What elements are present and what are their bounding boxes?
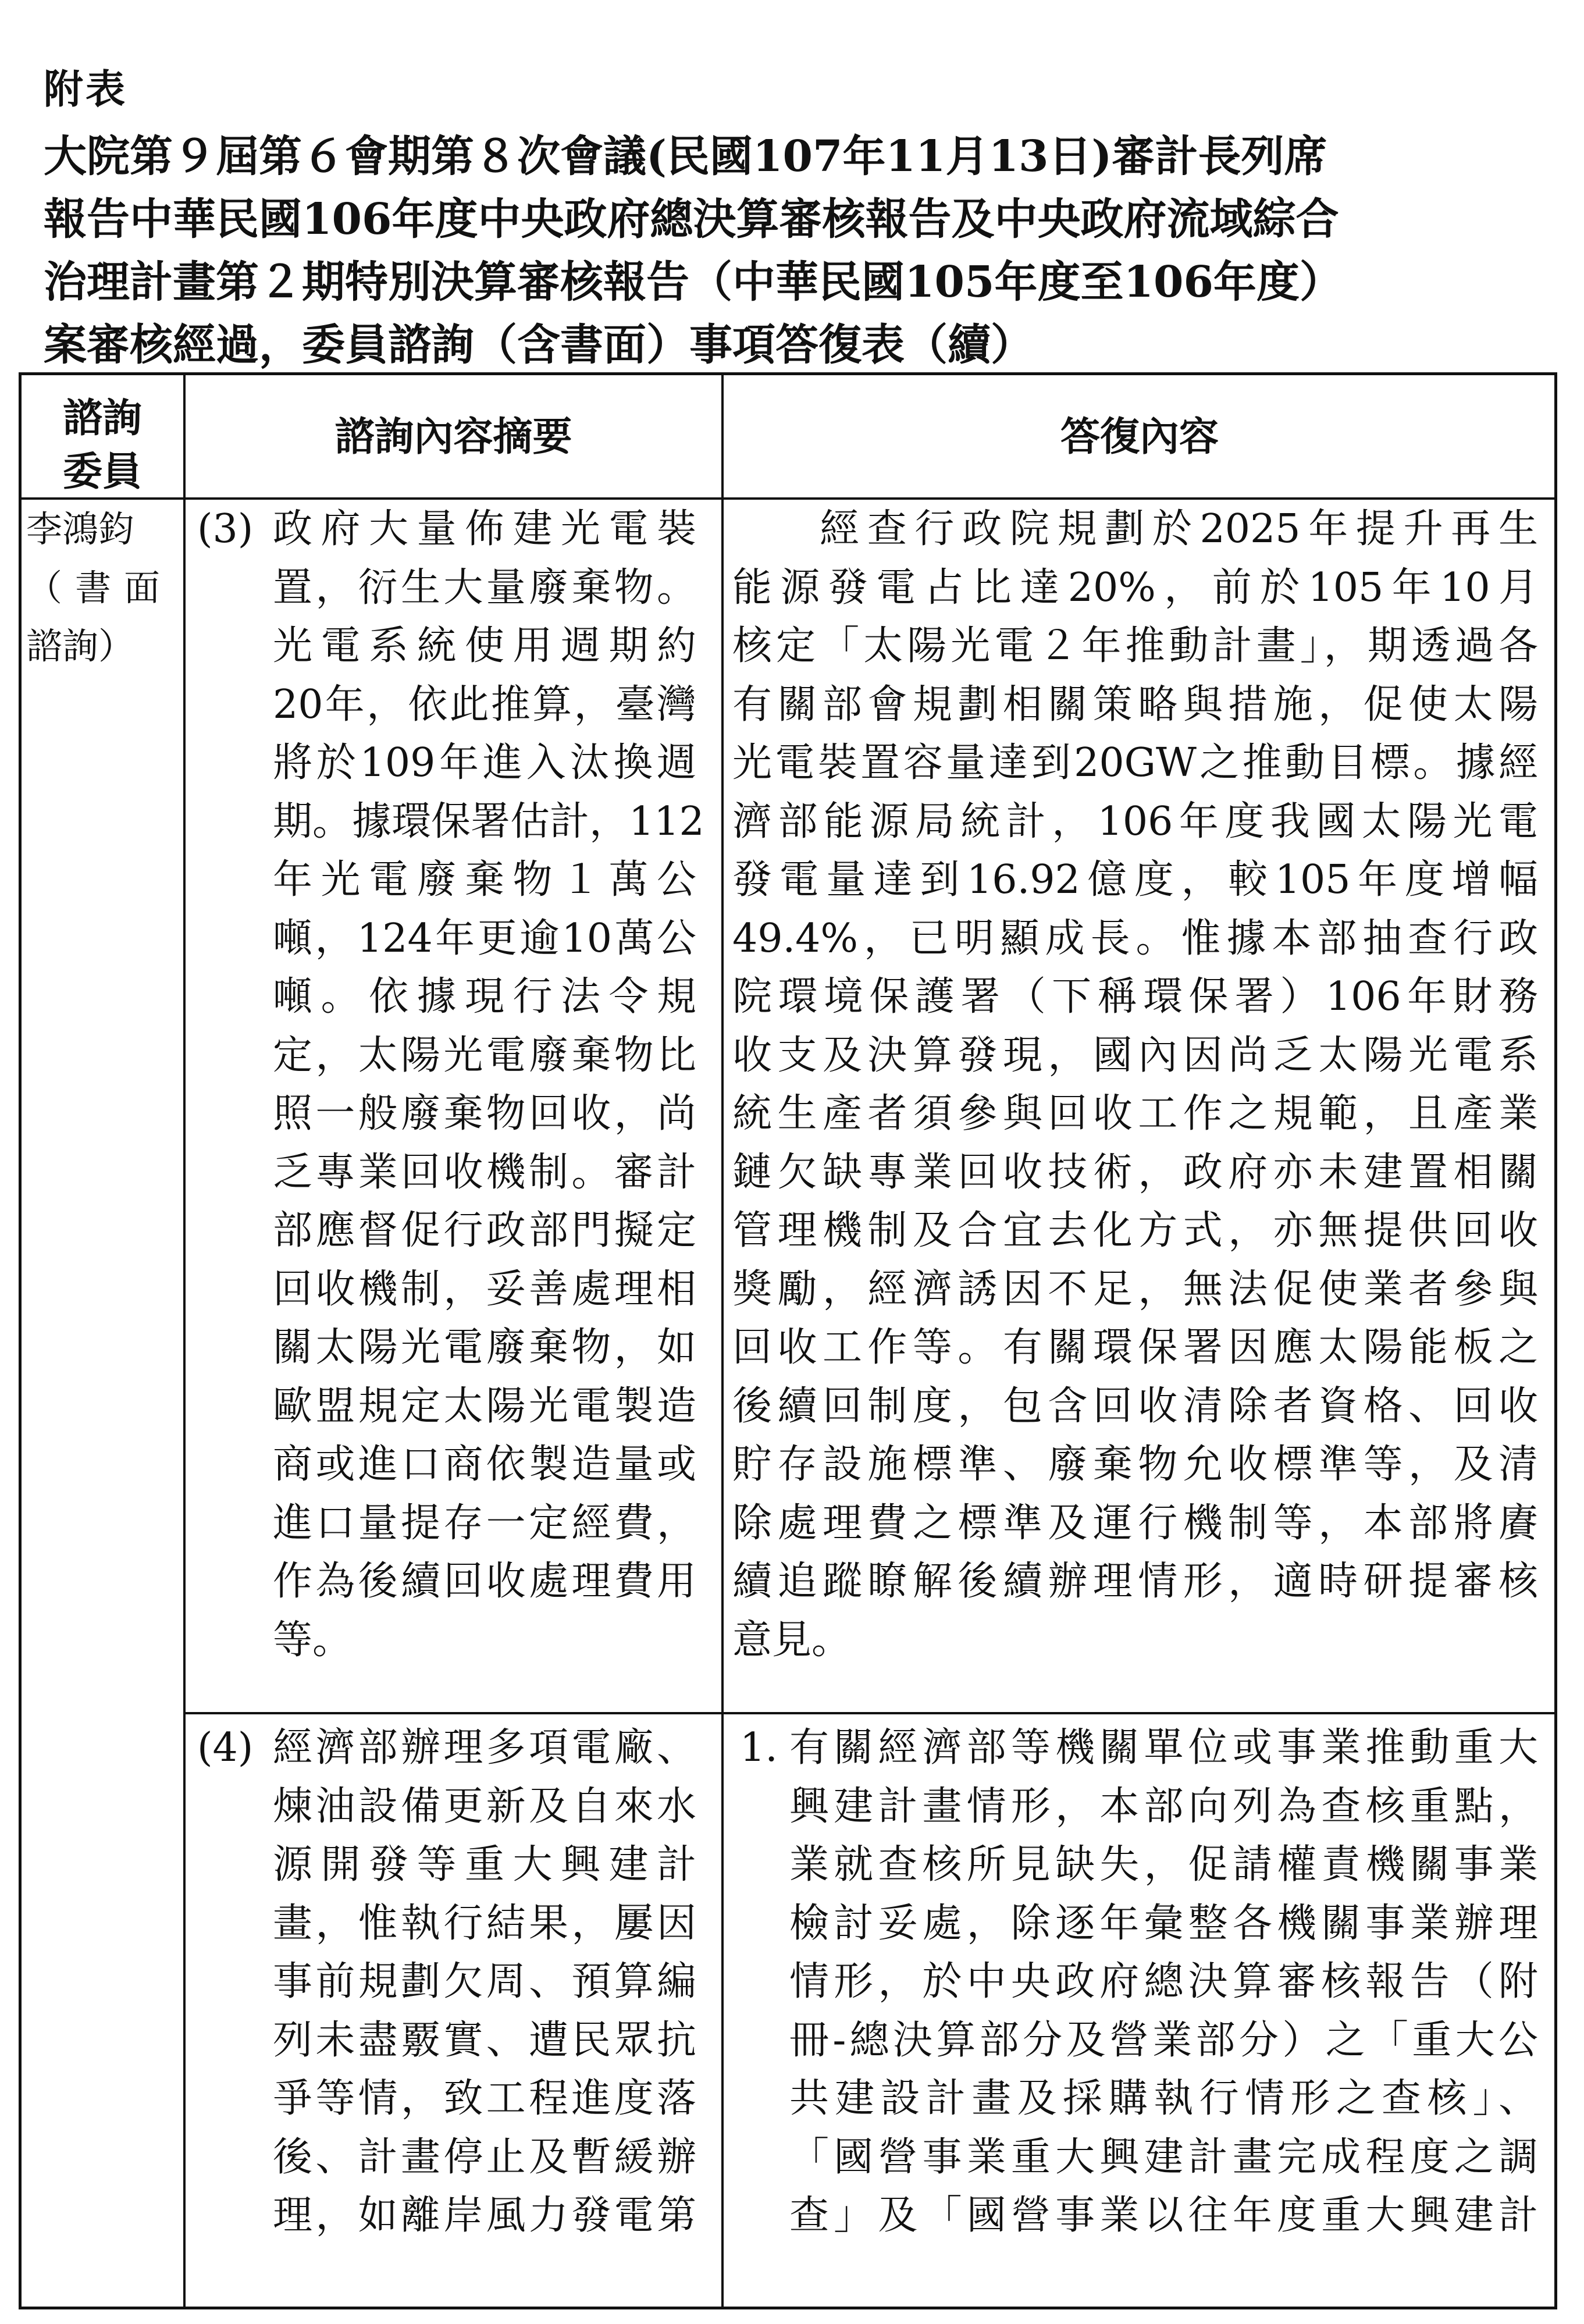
header-divider bbox=[22, 497, 1554, 500]
column-divider bbox=[721, 375, 724, 2307]
inquiry-text: 政府大量佈建光電裝 置，衍生大量廢棄物。 光電系統使用週期約 20年，依此推算，臺灣 將於109年進入汰換週 期。據環保署估計，112 年光電廢棄物１萬公 噸，124年更逾10萬公 噸。依據現行法令規 定，太陽光電廢棄物比 照一般廢棄物回收，尚 乏專業回收機制。審計 部應督促行政部門擬定 回收機制，妥善處理相 關太陽光電廢棄物，如 歐盟規定太陽光電製造 商或進口商依製造量或 進口量提存一定經費， 作為後續回收處理費用 等。 bbox=[273, 506, 704, 1663]
reply-text: 有關經濟部等機關單位或事業推動重大 興建計畫情形，本部向列為查核重點， 業就查核所見缺失，促請權責機關事業 檢討妥處，除逐年彙整各機關事業辦理 情形，於中央政府總決算審核報告（附 冊-總決算部分及營業部分）之「重大公 共建設計畫及採購執行情形之查核」、 「國營事業重大興建計畫完成程度之調 查」及「國營事業以往年度重大興建計 bbox=[789, 1725, 1538, 2238]
member-name: 李鴻鈞 bbox=[26, 508, 135, 550]
reply-table bbox=[19, 372, 1557, 2309]
title-line: 大院第９屆第６會期第８次會議(民國107年11月13日)審計長列席 bbox=[44, 131, 1327, 181]
item-number: (3) bbox=[197, 506, 254, 552]
title-line: 報告中華民國106年度中央政府總決算審核報告及中央政府流域綜合 bbox=[44, 194, 1339, 244]
member-note: （書面 bbox=[26, 566, 173, 609]
inquiry-text: 經濟部辦理多項電廠、 煉油設備更新及自來水 源開發等重大興建計 畫，惟執行結果，屢因 事前規劃欠周、預算編 列未盡覈實、遭民眾抗 爭等情，致工程進度落 後、計畫停止及暫緩辦 理，如離岸風力發電第 bbox=[273, 1725, 696, 2238]
title-line: 治理計畫第２期特別決算審核報告（中華民國105年度至106年度） bbox=[44, 257, 1343, 307]
row-divider bbox=[183, 1712, 1554, 1714]
document-title bbox=[44, 125, 1556, 376]
reply-item-number: 1. bbox=[740, 1725, 778, 1771]
item-number: (4) bbox=[197, 1725, 254, 1771]
member-cell bbox=[26, 500, 179, 676]
title-line: 案審核經過，委員諮詢（含書面）事項答復表（續） bbox=[44, 320, 1034, 370]
header-member: 諮詢 委員 bbox=[62, 395, 142, 495]
header-inquiry: 諮詢內容摘要 bbox=[334, 414, 572, 460]
member-note: 諮詢） bbox=[26, 625, 135, 667]
appendix-label: 附表 bbox=[44, 66, 128, 113]
reply-text: 經查行政院規劃於2025年提升再生 能源發電占比達20%，前於105年10月 核定「太陽光電２年推動計畫」，期透過各 有關部會規劃相關策略與措施，促使太陽 光電裝置容量達到20GW之推動目標。據經 濟部能源局統計，106年度我國太陽光電 發電量達到16.92億度，較105年度增幅 49.4%，已明顯成長。惟據本部抽查行政 院環境保護署（下稱環保署）106年財務 收支及決算發現，國內因尚乏太陽光電系 統生產者須參與回收工作之規範，且產業 鏈欠缺專業回收技術，政府亦未建置相關 管理機制及合宜去化方式，亦無提供回收 獎勵，經濟誘因不足，無法促使業者參與 回收工作等。有關環保署因應太陽能板之 後續回制度，包含回收清除者資格、回收 貯存設施標準、廢棄物允收標準等，及清 除處理費之標準及運行機制等，本部將賡 續追蹤瞭解後續辦理情形，適時研提審核 意見。 bbox=[732, 506, 1538, 1663]
column-divider bbox=[183, 375, 186, 2307]
header-reply: 答復內容 bbox=[1060, 414, 1219, 460]
